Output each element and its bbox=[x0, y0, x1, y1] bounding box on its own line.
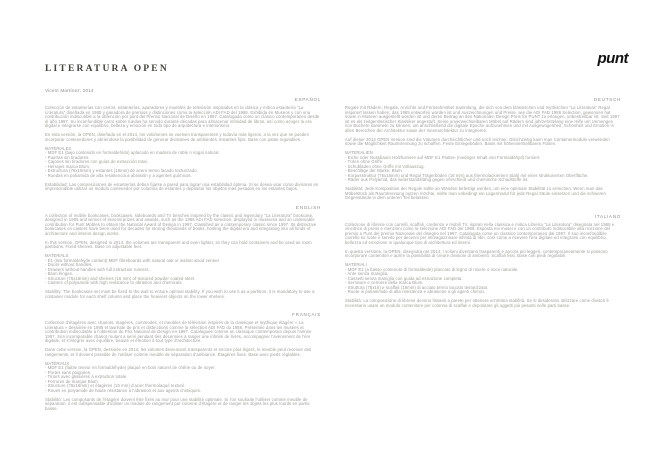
materials-list bbox=[45, 151, 321, 178]
material-item: - Cassetti senza maniglia con guida ad estrazione completa. bbox=[345, 275, 463, 281]
materials-list bbox=[345, 156, 621, 183]
section-language-label: FRANÇAIS bbox=[292, 312, 321, 317]
page-subtitle: Vicent Martínez, 2014 bbox=[45, 88, 94, 93]
stability-note: Stability: The bookcases set must be fixed to the wall to ensure optimal stability. If you wish to use it as a partition, it is mandatory to use a container module for each shelf column and place the heaviest objects on the lower shelves. bbox=[45, 289, 315, 299]
material-item: - Tiroirs avec glissières à extraction totale. bbox=[45, 374, 128, 379]
section-intro: A collection of mobile bookcases, bookcases, sideboards and TV benches inspired by the classic and legendary "La Literatura" bookcase, designed in 1985 and winner of several prizes and awards, such as the 1986 ADI FAD selection, displayed in museums and an undeniable contribution for Punt Mobles to obtain the National Award of Design in 1997. Classified as a contemporary classic since 1997. Its distinctive bookcases on casters have been used for decades for storing thousands of books, hosting the digital era and integrating into all kinds of architecture and interior design works. bbox=[45, 212, 317, 236]
material-item: - Blum hinges. bbox=[45, 271, 74, 276]
section-version-note: En esta versión, la OPEN, diseñada en el 2014, los volúmenes se vuelven transparentes y todavía más ligeros, a la vez que se pueden incorporar contenedores y abriéndose la posibilidad de generar divisiones de ambientes. Estantes fijos. Base con patas regulables. bbox=[45, 132, 310, 142]
language-section-english bbox=[45, 205, 321, 300]
section-version-note: Auf dieser 2014 OPEN Version sind die Volumen durchsichtlicher und noch leichter. Gleichzeitig kann man Containermodule verwenden sowie die Möglichkeit Raumtrennung zu schaffen. Feste Einlegeböden. Basis mit höhenverstellbaren Füßen. bbox=[345, 136, 610, 146]
punt-logo: punt bbox=[597, 50, 628, 67]
stability-note: Estabilidad: Las composiciones de estanterías deben fijarse a pared para lograr una estabilidad óptima. Si se desea usar como divisores es imprescindible utilizar un módulo contenedor por columna de estantes y depositar los objetos más pesados en los estantes bajos. bbox=[45, 181, 319, 191]
section-language-label: ENGLISH bbox=[295, 204, 321, 210]
section-intro: Regale mit Rädern, Regale, Anrichte und Fernsehmöbel Sammlung, die sich von dem klassischen und mythischen "La Literatura" Regal inspiriert lassen haben, das 1985 entworfen worden ist und Auszeichnungen und Preise, wie die ADI FAD 1986 Selection, gewonnen hat sowie in Museen ausgestellt worden ist und deren Beitrag an den Nationalen Design Preis für PUNT zu erlangen, unbestreitbar ist. Seit 1997 ist es als zeitgenössischer Klassiker angestuft. Seine unverwechselbaren Möbel auf Rädern sind jahrzehntelang eine Hilfe um Unmengen von Büchern sammeln zu können, um anschließend die digitale Epoche aufzunehmen und mit Ausgewogenheit, Schönheit und Emotion in allen Bereichen der Architektur sowie der Innenarchitektur zu integrieren. bbox=[345, 105, 620, 133]
material-item: - MDF E1 (faible teneur en formaldéhyde) plaqué en bois naturel de chêne ou de noyer. bbox=[45, 365, 216, 370]
materials-title: MATÉRIAUX bbox=[45, 360, 70, 366]
material-item: - Ruedas en poliamida de alta resistencia a abrasión y a agentes químicos. bbox=[45, 172, 192, 178]
material-item: - Serrature e cerniere della marca Blum. bbox=[345, 280, 424, 285]
material-item: - Structure (76x16mm) and shelves (16 mm) of textured powder coated steel. bbox=[45, 275, 196, 281]
materials-title: MATERIALS bbox=[45, 253, 69, 258]
material-item: - Casters of polyamide with high resistance to abrasion and chemicals. bbox=[45, 280, 183, 285]
material-item: - MDF E1 (a basso contenuto di formaldeide) placcato di legno di rovere o noce naturale. bbox=[345, 266, 519, 272]
stability-note: Stabilité: Les composants de l'étagère doivent être fixés au mur pour une stabilité optimale. Si l'on souhaite l'utiliser comme meuble de séparation, il est indispensable d'utiliser un module de rangement par colonne d'étagère et de ranger les objets les plus lourds en partie basse. bbox=[45, 396, 310, 411]
section-intro: Collection d'étagères avec chariots, étagères, commodes, et meubles de télévision inspirés de la classique et mythique étagère « La Literatura » dessinée en 1985 et lauréate de prix et distinctions comme la sélection ADI FAD du 1986. Présentée dans les musées et contribution indiscutable à l'obtention du Prix National de Design en 1997. Cataloguée comme un classique contemporain depuis l'année 1997. Son incomparable chariot roulant a servi pendant des décennies à ranger une infinité de livres, accompagner l'avènement de l'ère digitale, et s'intégrer avec équilibre, beauté et émotion à tout type d'architecture. bbox=[45, 320, 312, 343]
section-version-note: Dans cette version, la OPEN, dessinée en 2014, les volumes deviennent transparents et encore plus légers, le meuble peut recevoir des rangements, et il devient possible de l'utiliser comme meuble de séparation d'ambiance. Étagères fixes. Base avec pieds réglables. bbox=[45, 347, 312, 357]
section-intro: Collezione di librerie con carrelli, scaffali, credenze e mobili TV, ispirati nella classica e mitica Libreria "La Literatura" disegnata nel 1985 e vincitrice di premi e menzioni come la selezione ADI FAD del 1986. Esposta nei musei e con un contributo indiscutibile alla ricezione del premio a Punt del premio Nazionale del disegno nel 1997. Catalogata come un classico contemporaneo dal 1997. Il suo inconfondibile carrello su ruote è servito per decenni per immagazzinare infinità di libri, così come a ricevere l'era digitale ed integrarsi con equilibrio, bellezza ed emozione in qualunque tipo di architettura ed interni. bbox=[345, 221, 615, 245]
section-language-label: DEUTSCH bbox=[593, 97, 621, 102]
material-item: - E1 (low formaldehyde content) MDF fibreboards with natural oak or walnut wood veneer. bbox=[45, 257, 221, 263]
materials-list bbox=[45, 259, 321, 286]
stability-note: Stabilität: Jede Komposition der Regale sollte an Wänden befestigt werden, um eine optimale Stabilität zu erreichen. Wenn man das Möbelstück als Raumtrennung nutzen möchte, sollte man unbedingt ein Lagermodul für jede Regal Säule einsetzen und die schweren Gegenstände in dem unteren Teil belassen. bbox=[345, 186, 606, 200]
materials-title: MATERIALES bbox=[45, 145, 72, 151]
material-item: - Korpusstruktur (76x16mm) und Regal Trägerböden (16 mm) aus thermolackiertem Stahl mit einer strukturierten Oberfläche. bbox=[345, 172, 589, 178]
material-item: - Cajones sin tiradores con guías de extracción total. bbox=[45, 159, 148, 164]
materials-title: MATERIALIEN bbox=[345, 150, 373, 155]
section-language-label: ITALIANO bbox=[594, 213, 621, 219]
material-item: - Puertas sin tiradores. bbox=[45, 154, 90, 160]
material-item: - Ferrures de marque Blum. bbox=[45, 378, 100, 384]
materials-list bbox=[345, 268, 621, 295]
material-item: - Beschläge der Marke: Blum. bbox=[345, 168, 403, 173]
material-item: - Drawers without handles with full extraction runners. bbox=[45, 266, 150, 272]
column-left bbox=[45, 97, 321, 424]
material-item: - Doors without handles. bbox=[45, 262, 93, 267]
materials-list bbox=[45, 366, 321, 393]
language-section-italiano bbox=[345, 214, 621, 309]
material-item: - Estructura (76x16mm) y estantes (16mm) de acero termo lacado texturizado. bbox=[45, 168, 198, 173]
section-language-label: ESPAÑOL bbox=[294, 97, 321, 102]
section-version-note: In this version, OPEN, designed in 2014, the volumes are transparent and even lighter, so they can hold containers and be used as room partitions. Fixed shelves. Base on adjustable feet. bbox=[45, 239, 312, 249]
language-section-deutsch bbox=[345, 97, 621, 201]
column-right bbox=[345, 97, 621, 321]
material-item: - MDF E1 (bajo contenido en formaldehído) aplacado en madera de roble o nogal natural. bbox=[45, 150, 220, 155]
material-item: - Eiche oder Nussbaum Holzfurniere auf MDF E1 Platten (niedriger Inhalt von Formaldehyd) furniert. bbox=[345, 154, 541, 160]
material-item: - Struttura (76x16) e scaffali (16mm) di acciaio termo laccato testurizzato. bbox=[345, 284, 489, 290]
section-intro: Colección de estanterías con carros, estanterías, aparadores y muebles de televisión inspirados en la clásica y mítica estantería "La Literatura" diseñada en 1985 y ganadora de premios y distinciones como la selección ADI FAD del 1986. Exhibida en Museos y con una contribución indiscutible a la obtención por punt del Premio Nacional de Diseño en 1997. Catalogada como un clásico contemporáneo desde el año 1997. Su inconfundible carro sobre ruedas ha servido durante décadas para almacenar infinidad de libros, así como acoger la era digital e integrarse con equilibrio, belleza y emoción en todo tipo de arquitectura e interiorismo. bbox=[45, 105, 320, 128]
material-item: - Structure (76x16mm) et étagères (16 mm) d'acier thermolaqué texturé. bbox=[45, 383, 186, 388]
material-item: - Ante senza maniglia. bbox=[345, 271, 389, 276]
page-title: LITERATURA OPEN bbox=[45, 64, 169, 74]
language-section-francais bbox=[45, 312, 321, 411]
stability-note: Stabilità: La composizione di librerie devono fissarsi a parete per ottenere un'ottima stabilità. Se si desiderano utilizzare come divisori è necessario usare un modulo contenitore per colonna di scaffali e depositare gli oggetti più pesanti nelle parti basse. bbox=[345, 298, 609, 308]
material-item: - Türen ohne Griffe. bbox=[345, 159, 384, 164]
material-item: - Räder aus Polyamid, das widerstandsfähig gegen Verschleiß und chemische Schadstoffe ist. bbox=[345, 177, 529, 182]
materials-title: MATERIALI bbox=[345, 262, 367, 267]
material-item: - Portes sans poignées. bbox=[45, 369, 92, 375]
material-item: - Roues en polyamide de haute résistance à l'abrasion et aux agents chimiques. bbox=[45, 387, 202, 393]
material-item: - Herrajes marca Blum. bbox=[45, 163, 91, 169]
material-item: - Schubläden ohne Griffe mit Vollauszug. bbox=[345, 163, 425, 169]
section-version-note: In questa versione, la OPEN, disegnata nel 2014, i volumi diventano trasparenti e ancora più leggeri, contemporaneamente si possono incorporare contenitori e aprire la possibilità di creare divisioni di ambienti. Scaffali fissi. Base con piedi regolabili. bbox=[345, 248, 608, 258]
material-item: - Ruote in poliammide di alta resistenza e abrasione a gli agenti chimici. bbox=[345, 289, 486, 294]
language-section-espanol bbox=[45, 97, 321, 192]
